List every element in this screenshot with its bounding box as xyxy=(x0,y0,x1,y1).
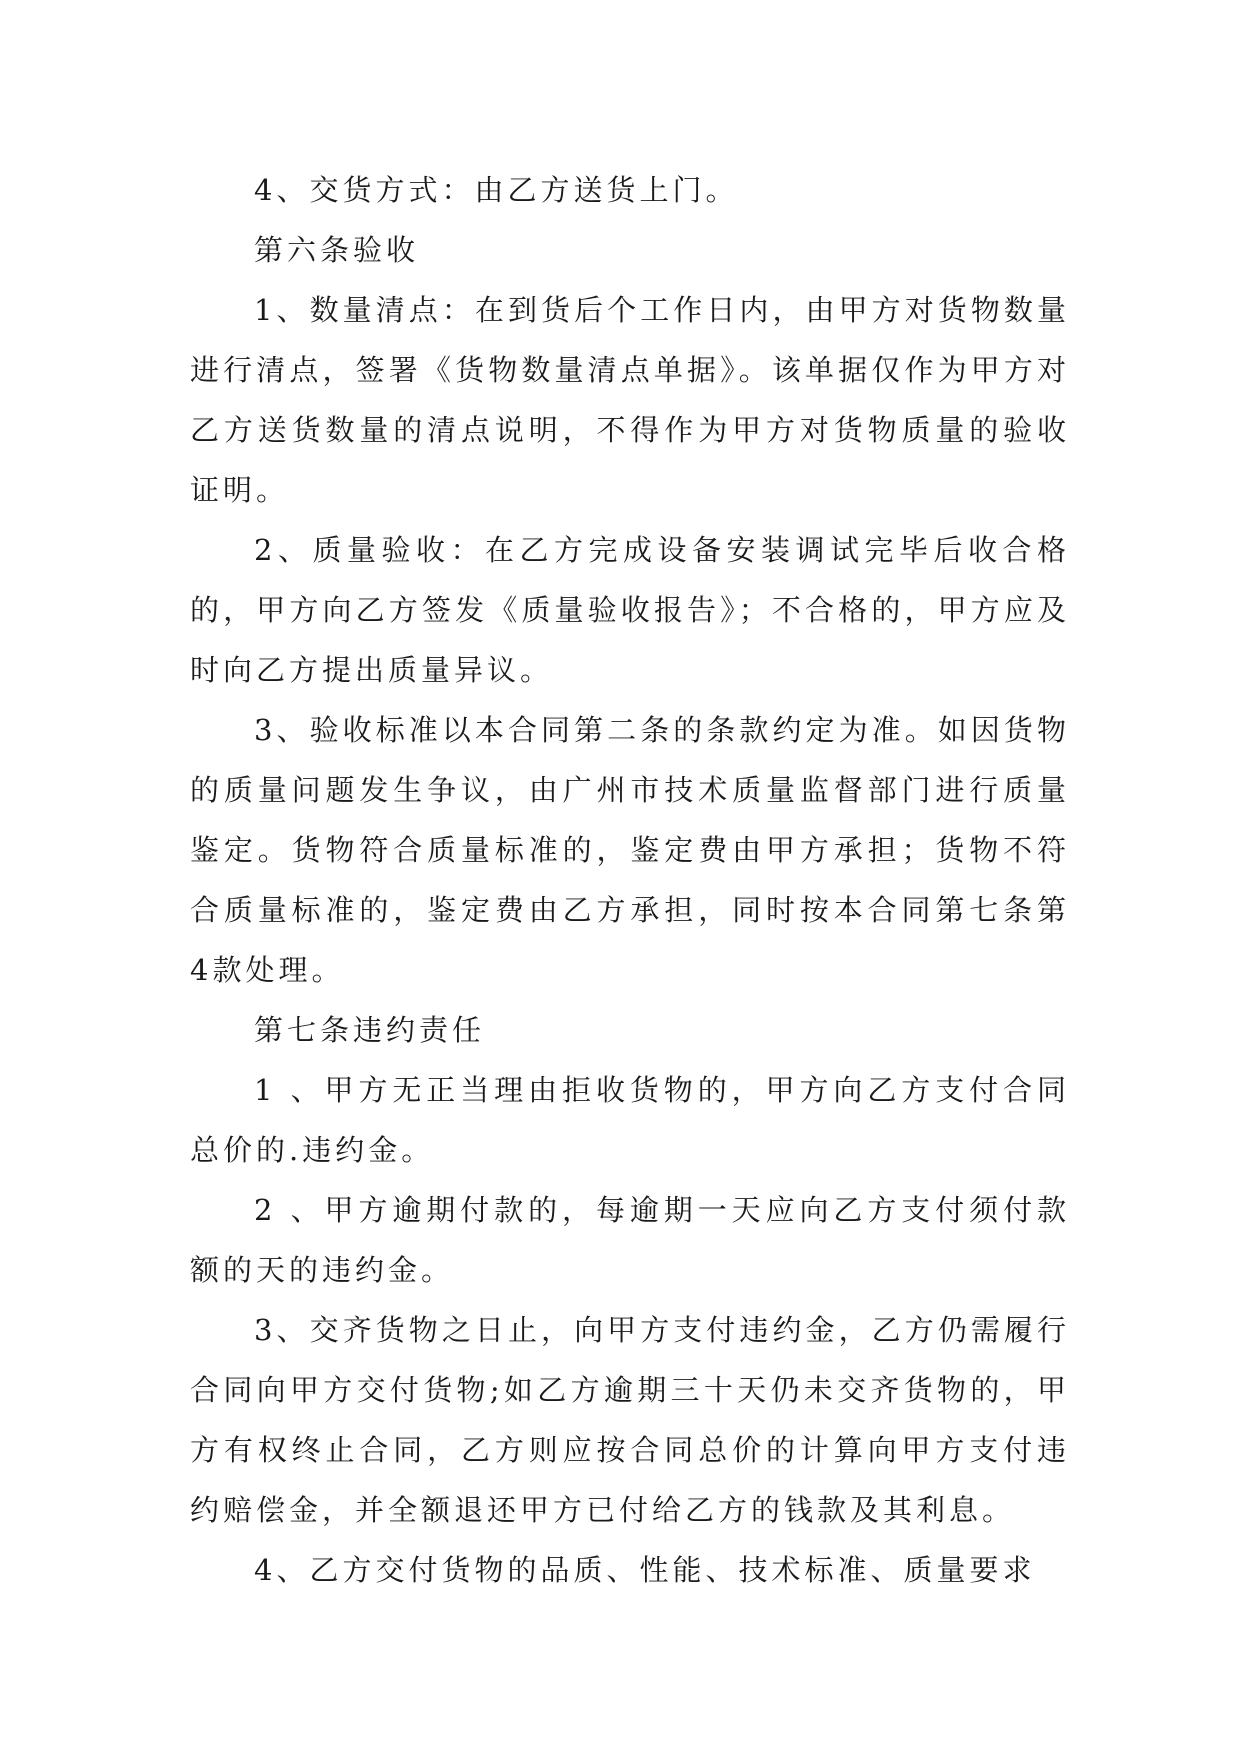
paragraph-quality-acceptance: 2、质量验收：在乙方完成设备安装调试完毕后收合格的，甲方向乙方签发《质量验收报告》；不合格的，甲方应及时向乙方提出质量异议。 xyxy=(190,533,1070,687)
paragraph-late-delivery: 3、交齐货物之日止，向甲方支付违约金，乙方仍需履行合同向甲方交付货物;如乙方逾期三十天仍未交齐货物的，甲方有权终止合同，乙方则应按合同总价的计算向甲方支付违约赔偿金，并全额退还甲方已付给乙方的钱款及其利息。 xyxy=(190,1313,1070,1527)
document-body xyxy=(190,160,1070,1600)
paragraph-quantity-check: 1、数量清点：在到货后个工作日内，由甲方对货物数量进行清点，签署《货物数量清点单据》。该单据仅作为甲方对乙方送货数量的清点说明，不得作为甲方对货物质量的验收证明。 xyxy=(190,293,1070,507)
paragraph-delivery-method: 4、交货方式：由乙方送货上门。 xyxy=(254,173,739,207)
paragraph-acceptance-standard: 3、验收标准以本合同第二条的条款约定为准。如因货物的质量问题发生争议，由广州市技术质量监督部门进行质量鉴定。货物符合质量标准的，鉴定费由甲方承担；货物不符合质量标准的，鉴定费由乙方承担，同时按本合同第七条第4款处理。 xyxy=(190,713,1070,987)
heading-article-7: 第七条违约责任 xyxy=(254,1013,486,1047)
heading-article-6: 第六条验收 xyxy=(254,233,420,267)
paragraph-refusal-penalty: 1 、甲方无正当理由拒收货物的，甲方向乙方支付合同总价的.违约金。 xyxy=(190,1073,1070,1167)
paragraph-late-payment: 2 、甲方逾期付款的，每逾期一天应向乙方支付须付款额的天的违约金。 xyxy=(190,1193,1070,1287)
paragraph-quality-requirements: 4、乙方交付货物的品质、性能、技术标准、质量要求 xyxy=(254,1553,1036,1587)
